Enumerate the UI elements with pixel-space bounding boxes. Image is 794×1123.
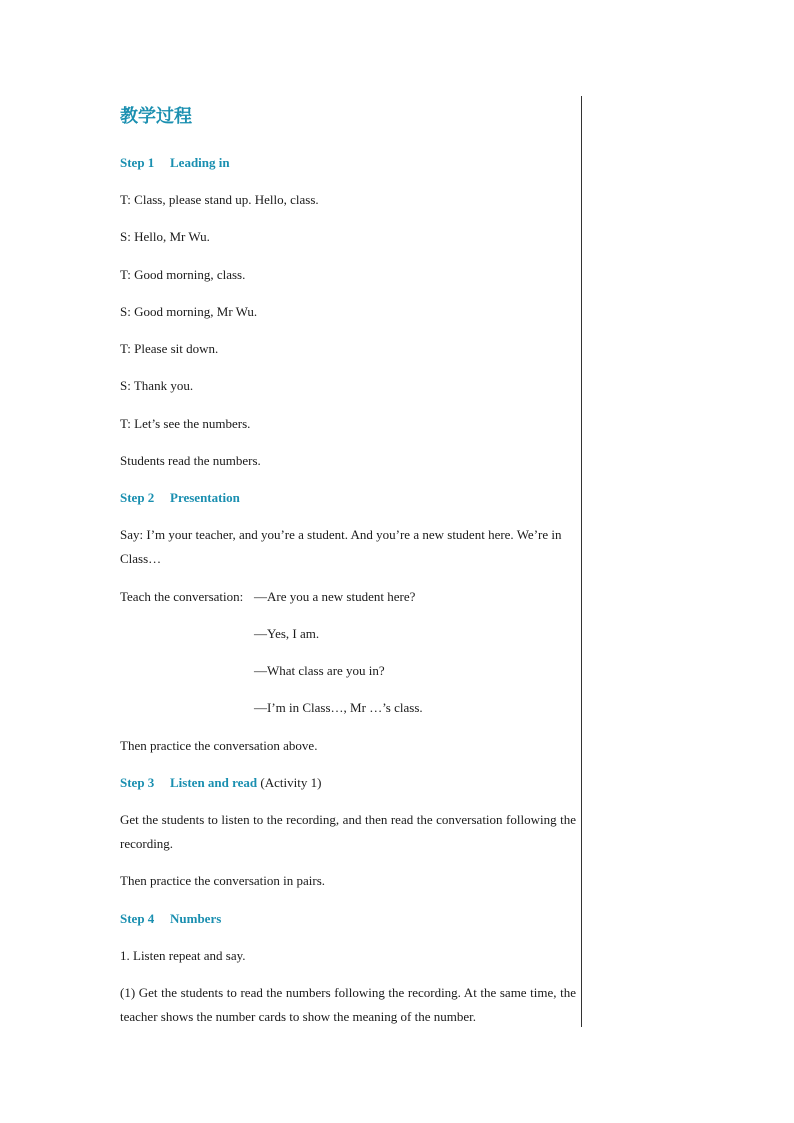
conversation-line: —I’m in Class…, Mr …’s class. [254, 700, 423, 715]
step-number: Step 4 [120, 911, 155, 926]
dialogue-line: S: Good morning, Mr Wu. [120, 304, 258, 319]
step-2-heading [120, 486, 240, 510]
dialogue-line: T: Good morning, class. [120, 267, 246, 282]
dialogue-line: S: Thank you. [120, 378, 194, 393]
listen-paragraph: Get the students to listen to the recording, and then read the conversation following the recording. [120, 812, 576, 851]
dialogue-line: Students read the numbers. [120, 453, 261, 468]
step-4-heading [120, 907, 221, 931]
pairs-paragraph: Then practice the conversation in pairs. [120, 873, 326, 888]
step-number: Step 2 [120, 490, 155, 505]
step-name: Leading in [170, 155, 230, 170]
dialogue-line: T: Please sit down. [120, 341, 219, 356]
step-number: Step 1 [120, 155, 155, 170]
conversation-line: —Are you a new student here? [254, 589, 416, 604]
step-name: Presentation [170, 490, 240, 505]
dialogue-line: S: Hello, Mr Wu. [120, 229, 210, 244]
numbers-item-1: 1. Listen repeat and say. [120, 948, 246, 963]
step-name: Numbers [170, 911, 222, 926]
step-number: Step 3 [120, 775, 155, 790]
numbers-item-1a: (1) Get the students to read the numbers following the recording. At the same time, the teacher shows the number cards to show the meaning of the number. [120, 985, 576, 1024]
presentation-say: Say: I’m your teacher, and you’re a student. And you’re a new student here. We’re in Class… [120, 527, 562, 566]
page-title: 教学过程 [120, 106, 192, 127]
step-1-heading [120, 151, 230, 175]
dialogue-line: T: Class, please stand up. Hello, class. [120, 192, 319, 207]
dialogue-line: T: Let’s see the numbers. [120, 416, 251, 431]
step-name: Listen and read [170, 775, 258, 790]
step-activity-note: (Activity 1) [257, 775, 322, 790]
practice-text: Then practice the conversation above. [120, 738, 318, 753]
conversation-line: —What class are you in? [254, 663, 385, 678]
teach-label: Teach the conversation: [120, 589, 244, 604]
step-3-heading [120, 771, 321, 795]
right-border-line [581, 96, 582, 1027]
conversation-line: —Yes, I am. [254, 626, 320, 641]
